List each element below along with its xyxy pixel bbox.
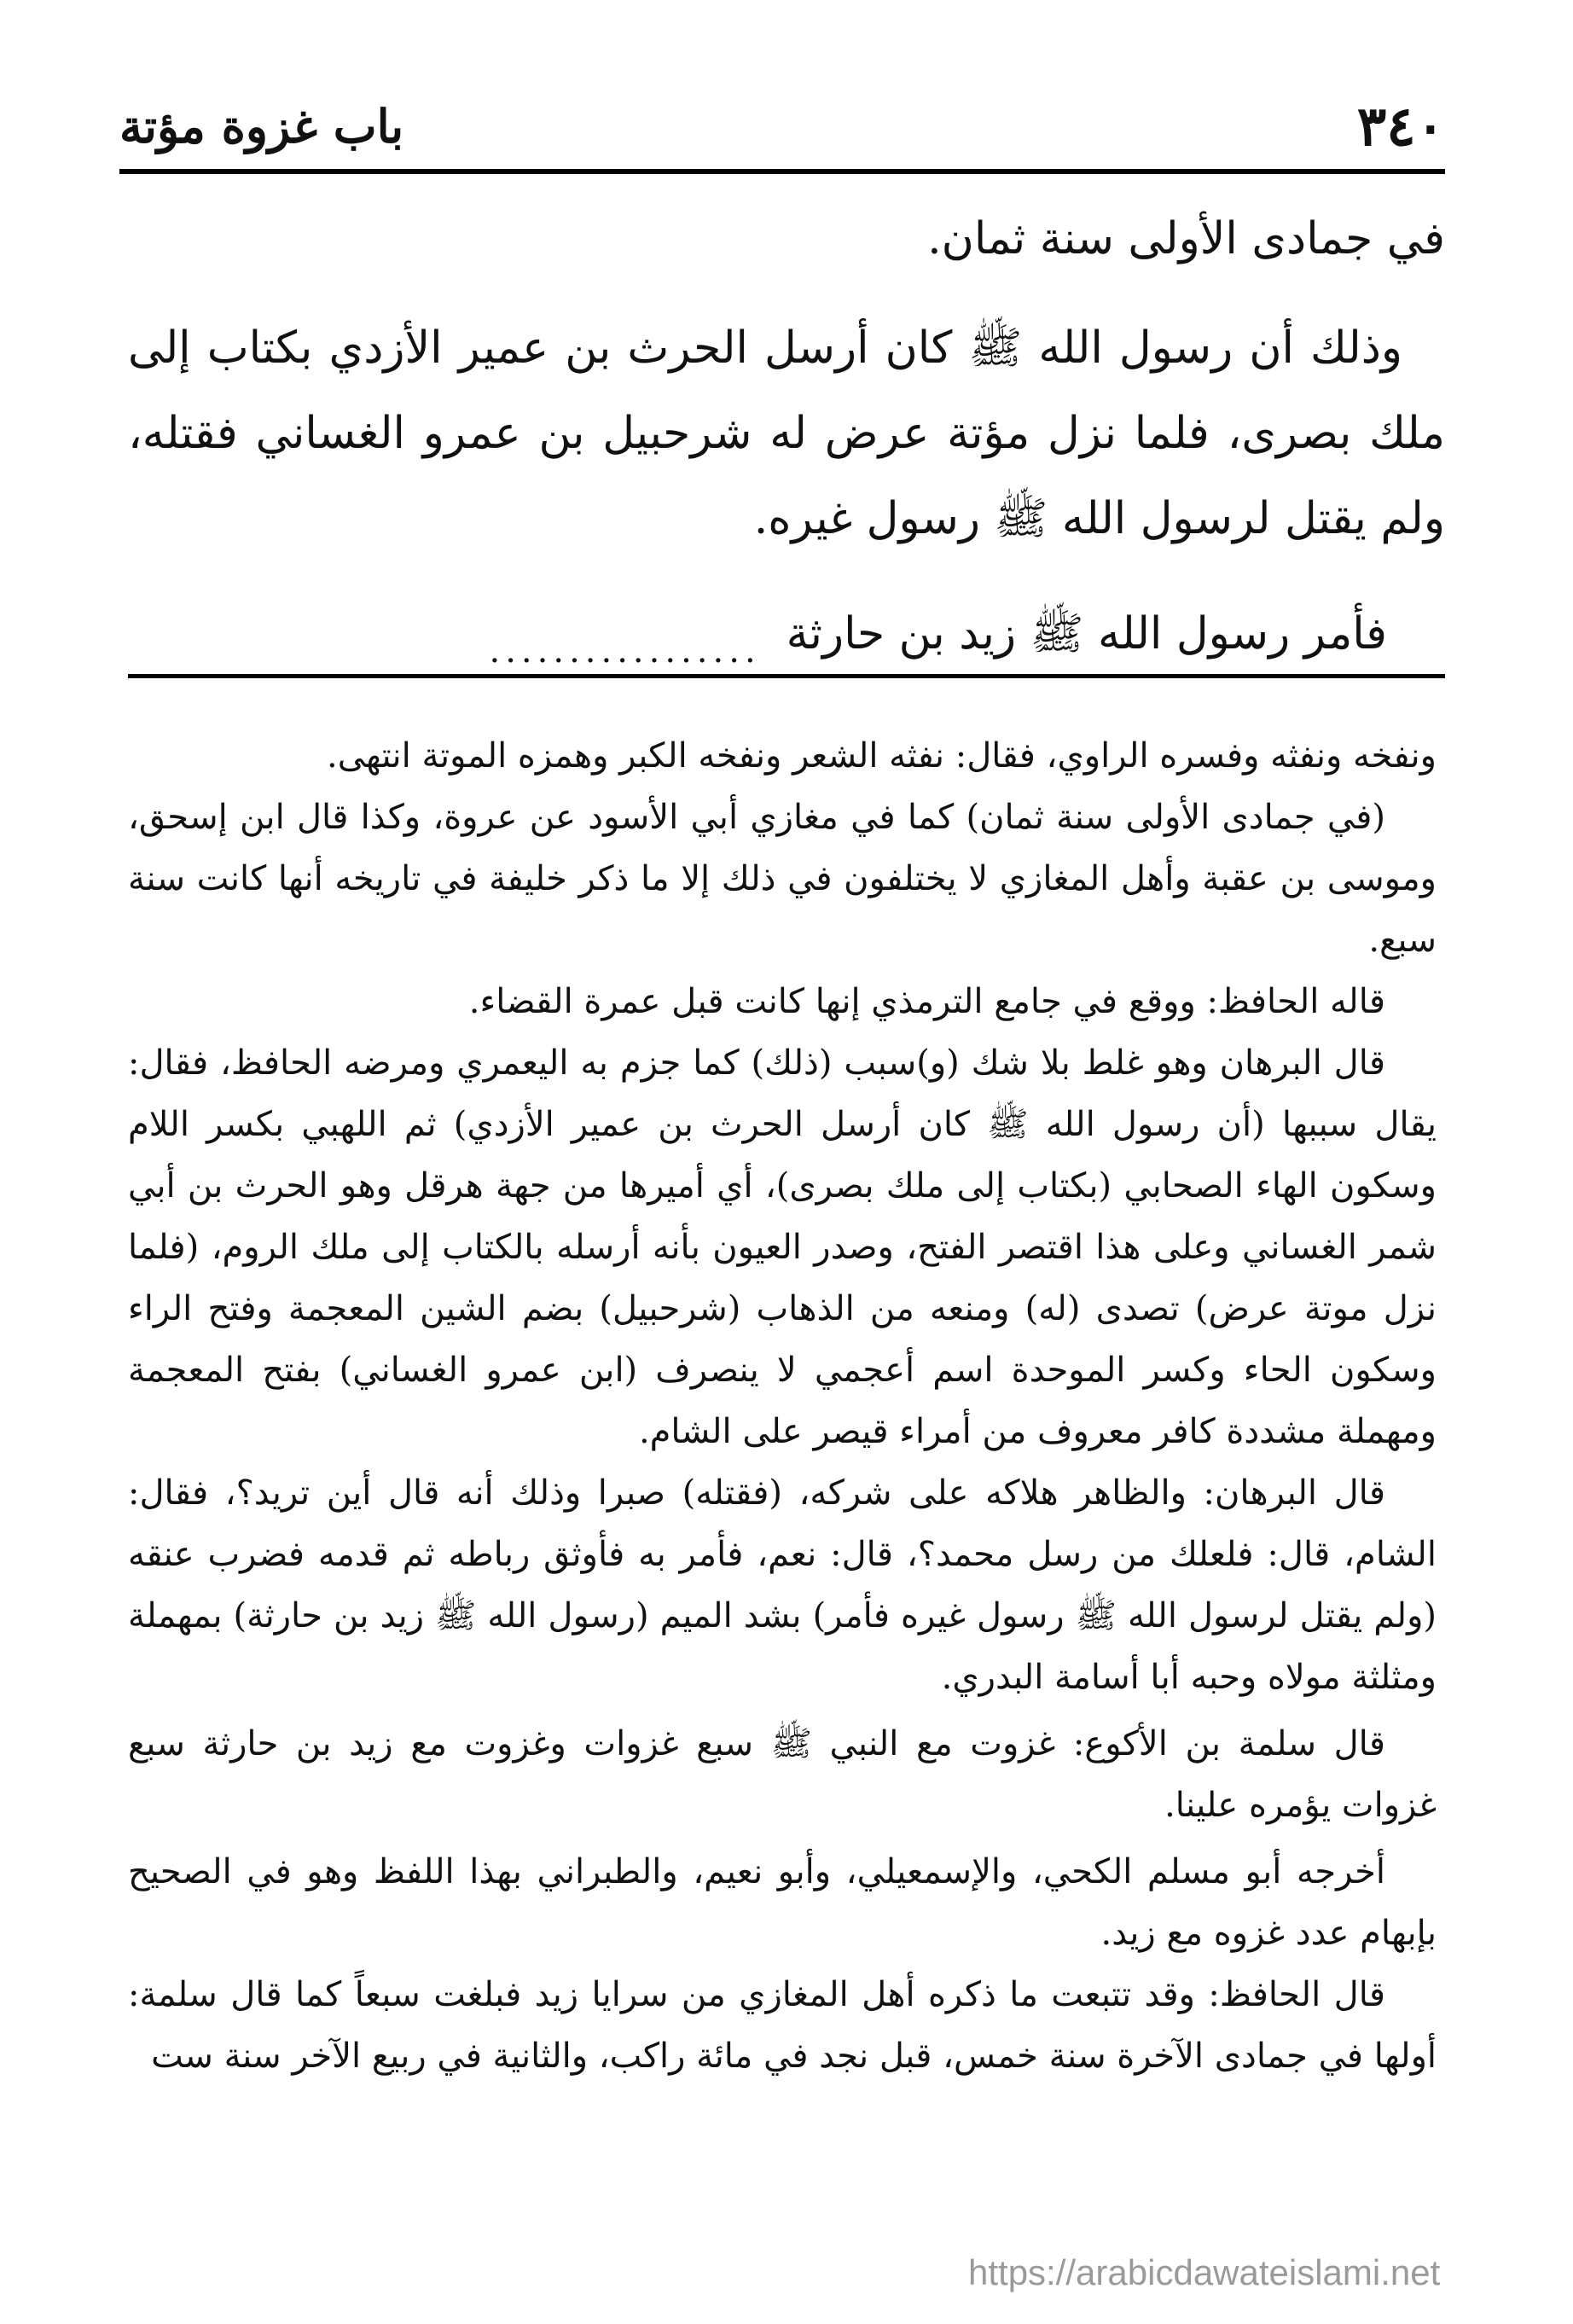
commentary-text [128,725,1437,2087]
main-text-continuation-line [128,589,1445,671]
main-text-line-1: في جمادى الأولى سنة ثمان. [927,213,1445,264]
commentary-paragraph: ونفخه ونفثه وفسره الراوي، فقال: نفثه الشعر ونفخه الكبر وهمزه الموتة انتهى. [326,736,1437,776]
commentary-paragraph: قال سلمة بن الأكوع: غزوت مع النبي ﷺ سبع غزوات وغزوت مع زيد بن حارثة سبع غزوات يؤمره علينا. [128,1724,1437,1825]
commentary-paragraph: (في جمادى الأولى سنة ثمان) كما في مغازي أبي الأسود عن عروة، وكذا قال ابن إسحق، وموسى بن عقبة وأهل المغازي لا يختلفون في ذلك إلا ما ذكر خليفة في تاريخه أنها كانت سنة سبع. [128,798,1437,960]
commentary-paragraph: قاله الحافظ: ووقع في جامع الترمذي إنها كانت قبل عمرة القضاء. [468,982,1385,1021]
page-header [119,84,1445,174]
commentary-paragraph: قال البرهان: والظاهر هلاكه على شركه، (فقتله) صبرا وذلك أنه قال أين تريد؟، فقال: الشام، قال: فلعلك من رسل محمد؟، قال: نعم، فأمر به فأوثق رباطه ثم قدمه فضرب عنقه (ولم يقتل لرسول الله ﷺ رسول غيره فأمر) بشد الميم (رسول الله ﷺ زيد بن حارثة) بمهملة ومثلثة مولاه وحبه أبا أسامة البدري. [128,1473,1437,1697]
commentary-paragraph: أخرجه أبو مسلم الكحي، والإسمعيلي، وأبو نعيم، والطبراني بهذا اللفظ وهو في الصحيح بإبهام عدد غزوه مع زيد. [128,1852,1437,1953]
chapter-title: باب غزوة مؤتة [119,99,404,154]
main-text-paragraph: وذلك أن رسول الله ﷺ كان أرسل الحرث بن عمير الأزدي بكتاب إلى ملك بصرى، فلما نزل مؤتة عرض له شرحبيل بن عمرو الغساني فقتله، ولم يقتل لرسول الله ﷺ رسول غيره. [128,322,1446,544]
commentary-paragraph: قال الحافظ: وقد تتبعت ما ذكره أهل المغازي من سرايا زيد فبلغت سبعاً كما قال سلمة: أولها في جمادى الآخرة سنة خمس، قبل نجد في مائة راكب، والثانية في ربيع الآخر سنة ست [128,1975,1437,2076]
watermark-url: https://arabicdawateislami.net [968,2252,1441,2292]
page-number: ٣٤٠ [1356,94,1445,159]
commentary-paragraph: قال البرهان وهو غلط بلا شك (و)سبب (ذلك) كما جزم به اليعمري ومرضه الحافظ، فقال: يقال سببها (أن رسول الله ﷺ كان أرسل الحرث بن عمير الأزدي) ثم اللهبي بكسر اللام وسكون الهاء الصحابي (بكتاب إلى ملك بصرى)، أي أميرها من جهة هرقل وهو الحرث بن أبي شمر الغساني وعلى هذا اقتصر الفتح، وصدر العيون بأنه أرسله بالكتاب إلى ملك الروم، (فلما نزل موتة عرض) تصدى (له) ومنعه من الذهاب (شرحبيل) بضم الشين المعجمة وفتح الراء وسكون الحاء وكسر الموحدة اسم أعجمي لا ينصرف (ابن عمرو الغساني) بفتح المعجمة ومهملة مشددة كافر معروف من أمراء قيصر على الشام. [128,1043,1437,1451]
main-text [128,196,1445,561]
continuation-dots: ................. [489,631,761,671]
main-text-last-line: فأمر رسول الله ﷺ زيد بن حارثة [786,608,1387,659]
section-divider [128,674,1445,678]
